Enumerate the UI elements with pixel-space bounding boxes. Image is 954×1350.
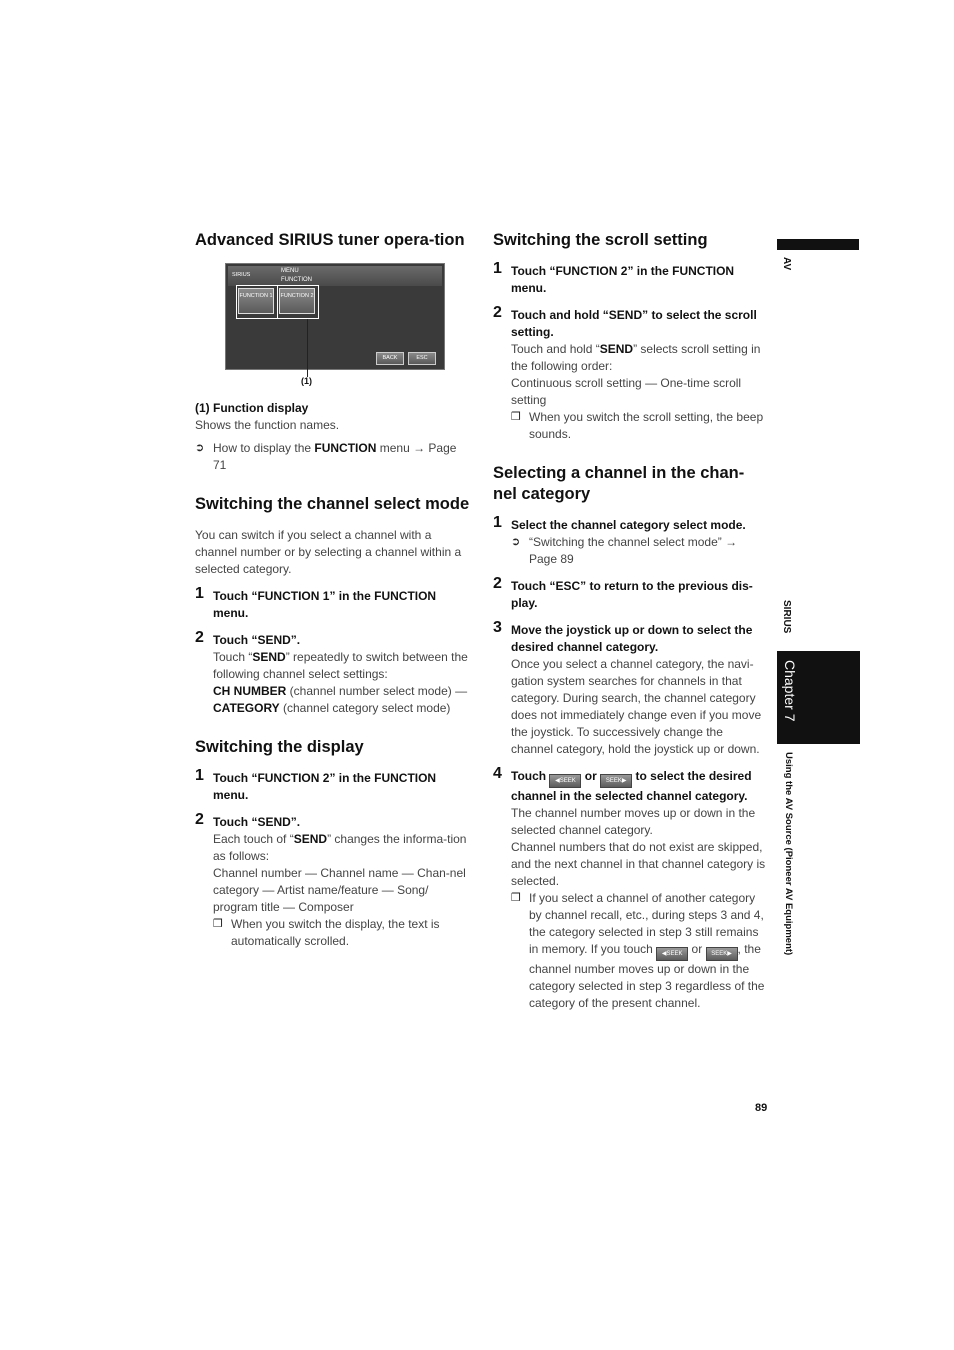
scroll-sequence: Continuous scroll setting — One-time scroll setting — [511, 376, 742, 407]
advanced-heading: Advanced SIRIUS tuner opera-tion — [195, 231, 465, 249]
step-item — [493, 304, 768, 443]
screen-brand-label: SIRIUS — [232, 272, 251, 278]
screen-function-label: FUNCTION — [281, 277, 312, 283]
display-heading: Switching the display — [195, 738, 364, 756]
function-1-button[interactable]: FUNCTION 1 — [238, 288, 274, 314]
step-number: 2 — [493, 575, 502, 592]
step-title: Select the channel category select mode. — [511, 518, 746, 532]
step-number: 2 — [195, 811, 204, 828]
callout-line — [307, 319, 308, 377]
step-number: 2 — [195, 629, 204, 646]
step-title: Touch “FUNCTION 2” in the FUNCTION menu. — [511, 264, 735, 295]
caption-title: (1) Function display — [195, 401, 309, 415]
step-title: Touch “FUNCTION 1” in the FUNCTION menu. — [213, 589, 437, 620]
display-section — [195, 737, 470, 950]
step-body: Touch and hold “SEND” selects scroll setting in the following order: — [511, 342, 761, 373]
screen-menu-label: MENU — [281, 268, 299, 274]
note: ❒ When you switch the display, the text is automatically scrolled. — [213, 917, 440, 948]
av-tab-label: AV — [781, 257, 792, 271]
seek-right-icon: SEEK▶ — [706, 947, 738, 961]
step-number: 1 — [493, 260, 502, 277]
step-number: 1 — [195, 585, 204, 602]
page-reference: ➲ How to display the FUNCTION menu → Page 71 — [195, 441, 457, 472]
screen-header-bar — [228, 266, 442, 286]
chapter-label: Chapter 7 — [782, 660, 798, 722]
esc-button[interactable]: ESC — [408, 352, 436, 365]
step-body: Each touch of “SEND” changes the informa-tion as follows: — [213, 832, 467, 863]
category-section — [493, 463, 768, 1012]
step-title: Touch “ESC” to return to the previous dis-play. — [511, 579, 753, 610]
callout-label: (1) — [301, 376, 312, 386]
left-column — [195, 230, 470, 970]
seek-left-icon: ◀SEEK — [549, 774, 581, 788]
note-box-icon: ❒ — [213, 918, 223, 930]
category-heading: Selecting a channel in the chan-nel category — [493, 464, 745, 503]
caption-body: Shows the function names. — [195, 418, 340, 432]
seek-left-icon: ◀SEEK — [656, 947, 688, 961]
function-2-button[interactable]: FUNCTION 2 — [279, 288, 315, 314]
step-item — [493, 575, 768, 612]
seek-right-icon: SEEK▶ — [600, 774, 632, 788]
channel-select-intro: You can switch if you select a channel with a channel number or by selecting a channel within a selected category. — [195, 528, 462, 576]
av-tab-bar — [777, 239, 859, 250]
page-number: 89 — [755, 1102, 768, 1114]
channel-select-heading: Switching the channel select mode — [195, 495, 470, 513]
step-item — [493, 514, 768, 568]
note-box-icon: ❒ — [511, 892, 521, 904]
step-item — [493, 619, 768, 758]
step-body: The channel number moves up or down in the selected channel category. — [511, 806, 756, 837]
sirius-tab-label: SIRIUS — [781, 600, 792, 634]
page-reference: ➲ “Switching the channel select mode” → Page 89 — [511, 535, 738, 566]
right-column — [493, 230, 768, 1032]
reference-arrow-icon: ➲ — [195, 442, 205, 454]
display-sequence: Channel number — Channel name — Chan-nel category — Artist name/feature — Song/ program title — Composer — [213, 866, 466, 914]
step-body: Touch “SEND” repeatedly to switch between the following channel select settings: — [213, 650, 468, 681]
channel-select-section — [195, 494, 470, 717]
step-title: Touch “SEND”. — [213, 633, 301, 647]
select-settings-list: CH NUMBER (channel number select mode) — CATEGORY (channel category select mode) — [213, 684, 468, 715]
reference-arrow-icon: ➲ — [511, 536, 521, 548]
step-number: 1 — [195, 767, 204, 784]
step-number: 2 — [493, 304, 502, 321]
step-item — [195, 767, 470, 804]
step-item — [195, 585, 470, 622]
step-title: Touch and hold “SEND” to select the scroll setting. — [511, 308, 757, 339]
scroll-section — [493, 230, 768, 443]
scroll-heading: Switching the scroll setting — [493, 231, 708, 249]
step-title: Move the joystick up or down to select the desired channel category. — [511, 623, 753, 654]
step-title: Touch “SEND”. — [213, 815, 301, 829]
back-button[interactable]: BACK — [376, 352, 404, 365]
step-item — [195, 811, 470, 950]
chapter-subtitle: Using the AV Source (Pioneer AV Equipment) — [783, 752, 794, 956]
step-body: Once you select a channel category, the navi-gation system searches for channels in that category. During search, the channel category does not immediately change even if you move the joystick. To successively change the channel category, hold the joystick up or down. — [511, 657, 762, 756]
step-title: Touch “FUNCTION 2” in the FUNCTION menu. — [213, 771, 437, 802]
step-number: 1 — [493, 514, 502, 531]
sirius-brand-text: SIRIUS — [278, 231, 334, 249]
step-title: Touch ◀SEEK or SEEK▶ to select the desired channel in the selected channel category. — [511, 769, 752, 803]
step-number: 4 — [493, 765, 502, 782]
step-item — [195, 629, 470, 717]
step-item — [493, 765, 768, 1012]
step-body: Channel numbers that do not exist are skipped, and the next channel in that channel category is selected. — [511, 840, 766, 888]
note-box-icon: ❒ — [511, 411, 521, 423]
step-item — [493, 260, 768, 297]
advanced-section — [195, 230, 470, 474]
note: ❒ If you select a channel of another category by channel recall, etc., during steps 3 and 4, the category selected in step 3 still remains in memory. If you touch ◀SEEK or SEEK▶ , the channel number moves up or down in the category selected in step 3 regardless of the category of the present channel. — [511, 891, 765, 1010]
step-number: 3 — [493, 619, 502, 636]
function-menu-screen — [225, 263, 445, 386]
note: ❒ When you switch the scroll setting, the beep sounds. — [511, 410, 764, 441]
